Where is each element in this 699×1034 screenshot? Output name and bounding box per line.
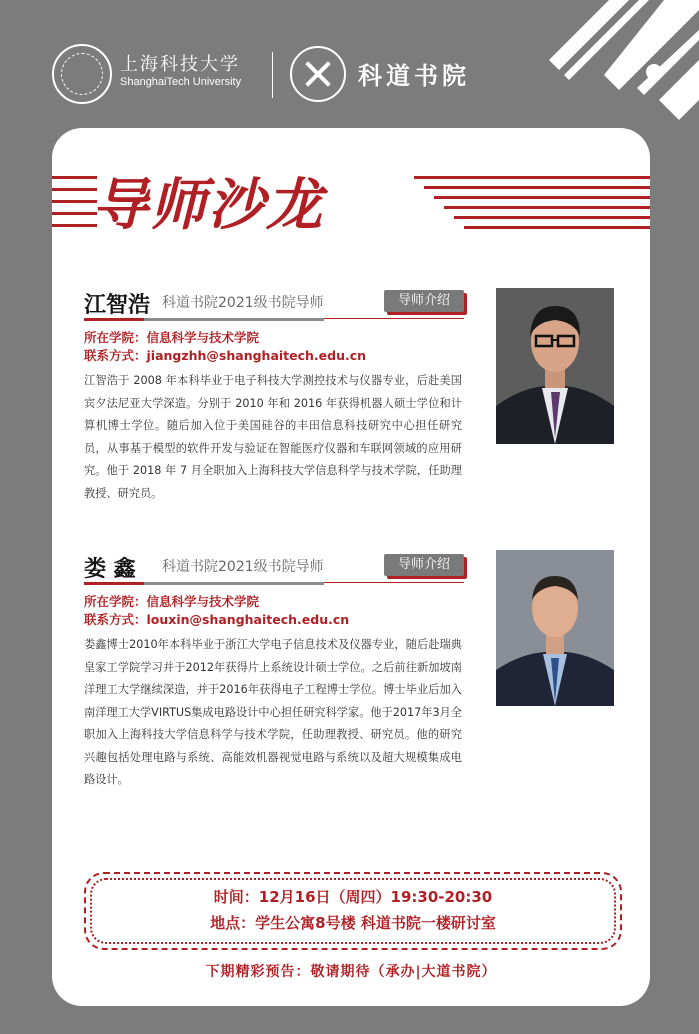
event-place: 地点：学生公寓8号楼 科道书院一楼研讨室 [210, 914, 496, 932]
name-underline [84, 582, 324, 585]
next-preview: 下期精彩预告：敬请期待（承办|大道书院） [205, 964, 497, 980]
mentor-photo [496, 550, 614, 706]
header [0, 0, 699, 130]
mentor-contact: 联系方式：jiangzhh@shanghaitech.edu.cn [84, 348, 367, 363]
title-banner [52, 166, 650, 246]
kedao-college-logo-icon [290, 46, 346, 102]
mentor-intro-tag: 导师介绍 [384, 290, 464, 312]
name-underline [84, 318, 324, 321]
header-divider [272, 52, 273, 98]
university-name-en: ShanghaiTech University [120, 76, 242, 88]
mentor-role: 科道书院2021级书院导师 [162, 559, 324, 575]
mentor-bio: 娄鑫博士2010年本科毕业于浙江大学电子信息技术及仪器专业，随后赴瑞典皇家工学院学习并于2012年获得片上系统设计硕士学位。之后前往新加坡南洋理工大学继续深造，并于2016年获得电子工程博士学位。博士毕业后加入南洋理工大学VIRTUS集成电路设计中心担任研究科学家。他于2017年3月全职加入上海科技大学信息科学与技术学院，任助理教授、研究员。他的研究兴趣包括处理电路与系统、高能效机器视觉电路与系统以及超大规模集成电路设计。 [84, 638, 462, 786]
mentor-name: 娄 鑫 [84, 557, 136, 582]
corner-decoration-icon [549, 0, 699, 130]
event-info-box [84, 872, 622, 950]
shanghaitech-logo-icon [52, 44, 112, 104]
tag-underline [324, 582, 464, 583]
mentor-school: 所在学院：信息科学与技术学院 [84, 330, 260, 345]
mentor-intro-tag: 导师介绍 [384, 554, 464, 576]
mentor-school: 所在学院：信息科学与技术学院 [84, 594, 260, 609]
mentor-name: 江智浩 [84, 293, 151, 318]
mentor-role: 科道书院2021级书院导师 [162, 295, 324, 311]
tag-underline [324, 318, 464, 319]
title-stripes-right [404, 174, 650, 238]
page-title: 导师沙龙 [92, 173, 324, 238]
mentor-contact: 联系方式：louxin@shanghaitech.edu.cn [84, 612, 350, 627]
title-stripes-left [52, 174, 97, 238]
poster-card [52, 128, 650, 1006]
event-time: 时间：12月16日（周四）19:30-20:30 [213, 888, 493, 906]
college-name: 科道书院 [358, 61, 470, 90]
university-name: 上海科技大学 [120, 54, 240, 75]
mentor-photo [496, 288, 614, 444]
mentor-bio: 江智浩于 2008 年本科毕业于电子科技大学测控技术与仪器专业，后赴美国宾夕法尼亚大学深造。分别于 2010 年和 2016 年获得机器人硕士学位和计算机博士学位。随后加入位于美国硅谷的丰田信息科技研究中心担任研究员，从事基于模型的软件开发与验证在智能医疗仪器和车联网领域的应用研究。他于 2018 年 7 月全职加入上海科技大学信息科学与技术学院，任助理教授、研究员。 [84, 374, 462, 500]
